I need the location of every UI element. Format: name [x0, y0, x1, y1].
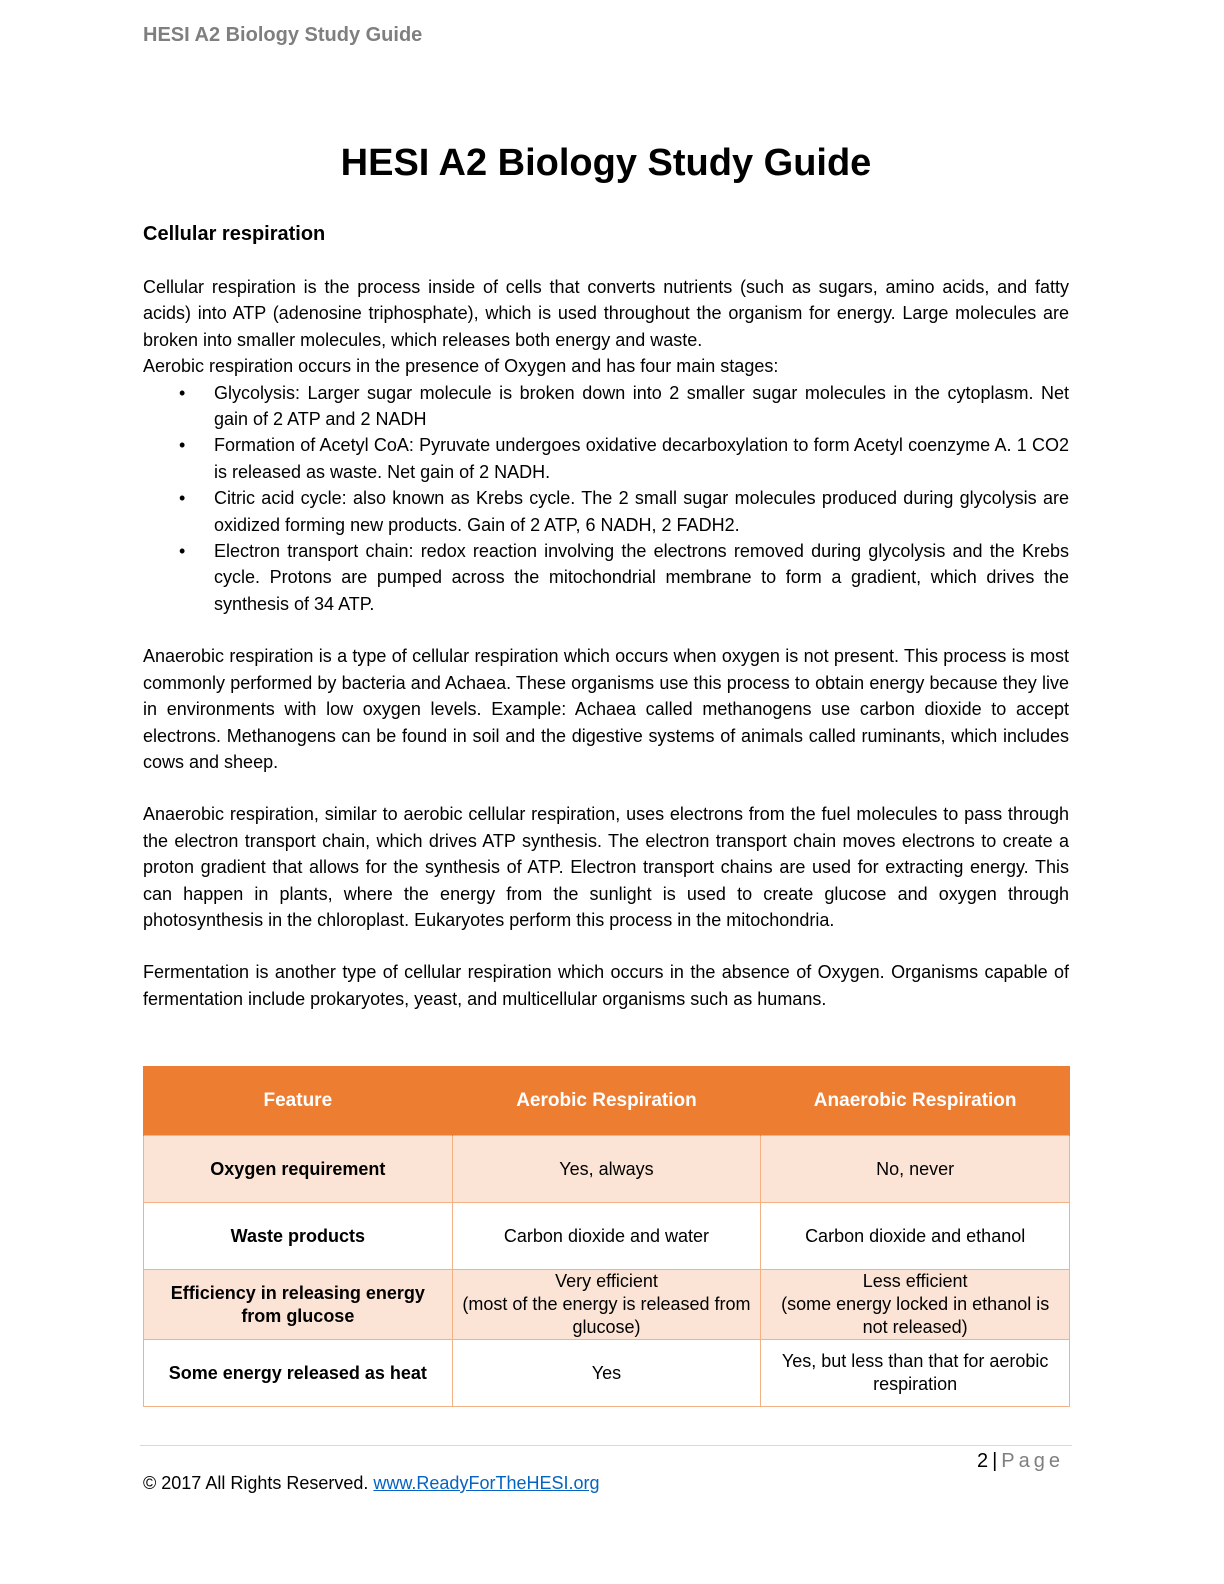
table-row: [144, 1270, 1070, 1340]
stages-list: [143, 380, 1069, 618]
comparison-table: [143, 1066, 1070, 1407]
page-number: [977, 1450, 1064, 1473]
stage-text: Citric acid cycle: also known as Krebs cycle. The 2 small sugar molecules produced during glycolysis are oxidized forming new products. Gain of 2 ATP, 6 NADH, 2 FADH2.: [214, 488, 1069, 535]
stage-text: Formation of Acetyl CoA: Pyruvate undergoes oxidative decarboxylation to form Acetyl coenzyme A. 1 CO2 is released as waste. Net gain of 2 NADH.: [214, 435, 1069, 482]
copyright-text: © 2017 All Rights Reserved.: [143, 1473, 369, 1493]
column-header-feature: Feature: [144, 1066, 453, 1136]
row-feature: Oxygen requirement: [144, 1136, 453, 1203]
cell-anaerobic: No, never: [761, 1136, 1070, 1203]
page-number-separator: |: [992, 1450, 998, 1472]
cell-aerobic: Very efficient (most of the energy is released from glucose): [452, 1270, 761, 1340]
page-number-value: 2: [976, 1450, 989, 1472]
list-item: [143, 538, 1069, 617]
cell-anaerobic: Yes, but less than that for aerobic respiration: [761, 1340, 1070, 1407]
table-header-row: [144, 1066, 1070, 1136]
document-body: [143, 220, 1069, 1012]
column-header-anaerobic: Anaerobic Respiration: [761, 1066, 1070, 1136]
aerobic-intro: Aerobic respiration occurs in the presence of Oxygen and has four main stages:: [143, 356, 779, 377]
table-row: [144, 1340, 1070, 1407]
page-word: Page: [1001, 1450, 1064, 1472]
row-feature: Waste products: [144, 1203, 453, 1270]
table-row: [144, 1203, 1070, 1270]
row-feature: Some energy released as heat: [144, 1340, 453, 1407]
table-row: [144, 1136, 1070, 1203]
website-link[interactable]: www.ReadyForTheHESI.org: [373, 1473, 600, 1493]
bullet-icon: •: [179, 541, 186, 562]
fermentation-paragraph: Fermentation is another type of cellular respiration which occurs in the absence of Oxygen. Organisms capable of fermentation include prokaryotes, yeast, and multicellular organisms such as humans.: [143, 962, 1069, 1009]
etc-paragraph: Anaerobic respiration, similar to aerobic cellular respiration, uses electrons from the fuel molecules to pass through the electron transport chain, which drives ATP synthesis. The electron transport chain moves electrons to create a proton gradient that allows for the synthesis of ATP. Electron transport chains are used for extracting energy. This can happen in plants, where the energy from the sunlight is used to create glucose and oxygen through photosynthesis in the chloroplast. Eukaryotes perform this process in the mitochondria.: [143, 804, 1069, 930]
anaerobic-paragraph: Anaerobic respiration is a type of cellular respiration which occurs when oxygen is not present. This process is most commonly performed by bacteria and Achaea. These organisms use this process to obtain energy because they live in environments with low oxygen levels. Example: Achaea called methanogens use carbon dioxide to accept electrons. Methanogens can be found in soil and the digestive systems of animals called ruminants, which includes cows and sheep.: [143, 646, 1069, 772]
section-heading: Cellular respiration: [143, 223, 326, 245]
intro-paragraph: Cellular respiration is the process inside of cells that converts nutrients (such as sugars, amino acids, and fatty acids) into ATP (adenosine triphosphate), which is used throughout the organism for energy. Large molecules are broken into smaller molecules, which releases both energy and waste.: [143, 277, 1069, 350]
cell-aerobic: Yes, always: [452, 1136, 761, 1203]
list-item: [143, 485, 1069, 538]
copyright-footer: [143, 1473, 600, 1494]
bullet-icon: •: [179, 488, 186, 509]
cell-anaerobic: Less efficient (some energy locked in ethanol is not released): [761, 1270, 1070, 1340]
list-item: [143, 380, 1069, 433]
page-title: HESI A2 Biology Study Guide: [340, 142, 872, 184]
cell-anaerobic: Carbon dioxide and ethanol: [761, 1203, 1070, 1270]
running-header: HESI A2 Biology Study Guide: [143, 24, 423, 46]
footer-divider: [140, 1445, 1072, 1446]
row-feature: Efficiency in releasing energy from glucose: [144, 1270, 453, 1340]
column-header-aerobic: Aerobic Respiration: [452, 1066, 761, 1136]
list-item: [143, 432, 1069, 485]
stage-text: Electron transport chain: redox reaction involving the electrons removed during glycolysis and the Krebs cycle. Protons are pumped across the mitochondrial membrane to form a gradient, which drives the synthesis of 34 ATP.: [214, 541, 1069, 614]
bullet-icon: •: [179, 435, 186, 456]
cell-aerobic: Yes: [452, 1340, 761, 1407]
bullet-icon: •: [179, 382, 186, 403]
stage-text: Glycolysis: Larger sugar molecule is broken down into 2 smaller sugar molecules in the cytoplasm. Net gain of 2 ATP and 2 NADH: [214, 382, 1069, 430]
cell-aerobic: Carbon dioxide and water: [452, 1203, 761, 1270]
